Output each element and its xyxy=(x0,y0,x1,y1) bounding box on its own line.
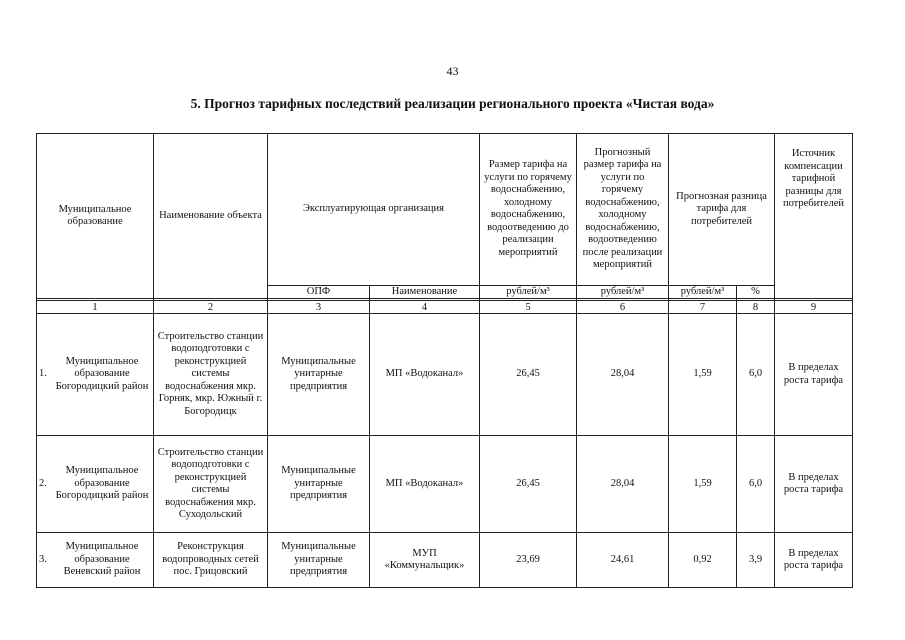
object-cell: Строительство станции водоподготовки с реконструкцией системы водоснабжения мкр. Суходольский xyxy=(154,436,268,533)
tariff-table xyxy=(36,133,853,588)
header-unit-before: рублей/м³ xyxy=(480,285,577,298)
diff-rub-cell: 0,92 xyxy=(669,533,737,588)
opf-cell: Муниципальные унитарные предприятия xyxy=(268,533,370,588)
page-title: 5. Прогноз тарифных последствий реализации регионального проекта «Чистая вода» xyxy=(190,96,715,111)
diff-pct-cell: 6,0 xyxy=(737,436,775,533)
tariff-before-cell: 26,45 xyxy=(480,314,577,436)
header-unit-diff: рублей/м³ xyxy=(669,285,737,298)
municipality-name: Муниципальное образование Веневский район xyxy=(63,541,141,578)
diff-rub-cell: 1,59 xyxy=(669,314,737,436)
diff-rub-cell: 1,59 xyxy=(669,436,737,533)
municipality-name: Муниципальное образование Богородицкий район xyxy=(55,355,149,392)
municipality-name: Муниципальное образование Богородицкий район xyxy=(55,465,149,502)
table-row xyxy=(37,436,853,533)
opf-cell: Муниципальные унитарные предприятия xyxy=(268,314,370,436)
header-object: Наименование объекта xyxy=(154,134,268,299)
column-number: 4 xyxy=(370,301,480,314)
source-cell: В пределах роста тарифа xyxy=(775,314,853,436)
column-number: 6 xyxy=(577,301,669,314)
tariff-after-cell: 24,61 xyxy=(577,533,669,588)
header-tariff-after: Прогнозный размер тарифа на услуги по горячему водоснабжению, холодному водоснабжению, водоотведению после реализации мероприятий xyxy=(577,134,669,286)
page-number: 43 xyxy=(446,64,459,78)
header-source: Источник компенсации тарифной разницы для потребителей xyxy=(775,134,853,299)
header-name: Наименование xyxy=(370,285,480,298)
column-number: 3 xyxy=(268,301,370,314)
operator-name-cell: МП «Водоканал» xyxy=(370,436,480,533)
source-cell: В пределах роста тарифа xyxy=(775,436,853,533)
municipality-cell xyxy=(37,436,154,533)
column-number-row xyxy=(37,301,853,314)
operator-name-cell: МУП «Коммунальщик» xyxy=(370,533,480,588)
table-row xyxy=(37,314,853,436)
object-cell: Реконструкция водопроводных сетей пос. Грицовский xyxy=(154,533,268,588)
header-unit-pct: % xyxy=(737,285,775,298)
header-row xyxy=(37,134,853,286)
diff-pct-cell: 6,0 xyxy=(737,314,775,436)
table-row xyxy=(37,533,853,588)
opf-cell: Муниципальные унитарные предприятия xyxy=(268,436,370,533)
header-tariff-before: Размер тарифа на услуги по горячему водоснабжению, холодному водоснабжению, водоотведению до реализации мероприятий xyxy=(480,134,577,286)
header-difference: Прогнозная разница тарифа для потребителей xyxy=(669,134,775,286)
header-unit-after: рублей/м³ xyxy=(577,285,669,298)
column-number: 2 xyxy=(154,301,268,314)
tariff-before-cell: 26,45 xyxy=(480,436,577,533)
header-municipality: Муниципальное образование xyxy=(37,134,154,299)
row-number: 1. xyxy=(39,368,47,380)
operator-name-cell: МП «Водоканал» xyxy=(370,314,480,436)
municipality-cell xyxy=(37,314,154,436)
header-operator: Эксплуатирующая организация xyxy=(268,134,480,286)
diff-pct-cell: 3,9 xyxy=(737,533,775,588)
row-number: 3. xyxy=(39,553,47,565)
municipality-cell xyxy=(37,533,154,588)
column-number: 5 xyxy=(480,301,577,314)
source-cell: В пределах роста тарифа xyxy=(775,533,853,588)
object-cell: Строительство станции водоподготовки с реконструкцией системы водоснабжения мкр. Горняк, мкр. Южный г. Богородицк xyxy=(154,314,268,436)
row-number: 2. xyxy=(39,477,47,489)
tariff-before-cell: 23,69 xyxy=(480,533,577,588)
column-number: 8 xyxy=(737,301,775,314)
column-number: 7 xyxy=(669,301,737,314)
header-opf: ОПФ xyxy=(268,285,370,298)
column-number: 1 xyxy=(37,301,154,314)
column-number: 9 xyxy=(775,301,853,314)
tariff-after-cell: 28,04 xyxy=(577,436,669,533)
tariff-after-cell: 28,04 xyxy=(577,314,669,436)
